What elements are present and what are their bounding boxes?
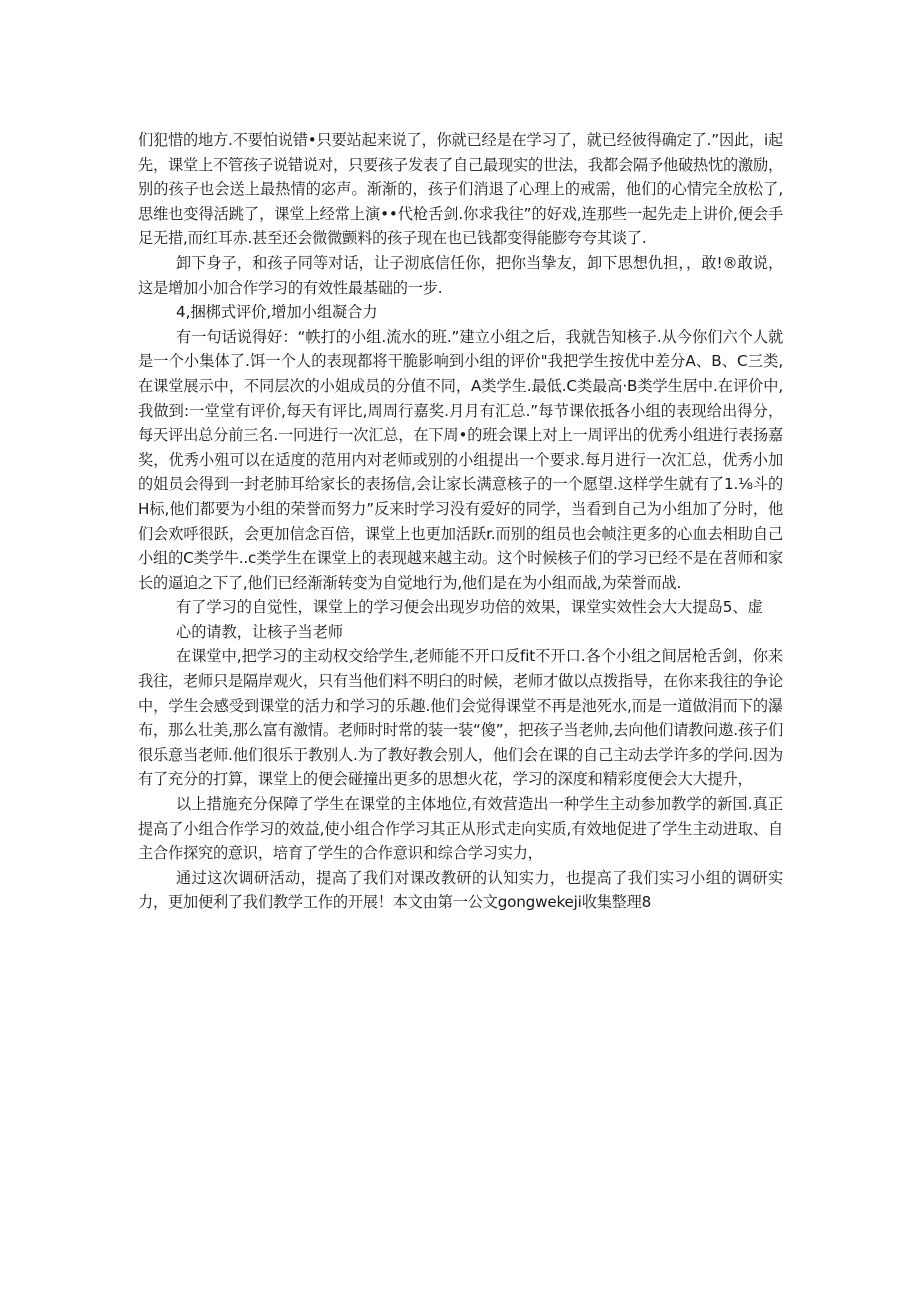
paragraph-9: 通过这次调研活动，提高了我们对课改教研的认知实力，也提高了我们实习小组的调研实力，更加便利了我们教学工作的开展！本文由第一公文gongwekeji收集整理8	[138, 868, 783, 912]
section-heading-5-continued: 心的请教，让核子当老师	[176, 622, 344, 641]
section-heading-5: 有了学习的自觉性，课堂上的学习便会出现岁功倍的效果，课堂实效性会大大提岛5、虚	[176, 598, 763, 617]
document-page	[138, 128, 783, 915]
paragraph-2: 卸下身子，和孩子同等对话，让子沏底信任你，把你当挚友，卸下思想仇担，，敢!®敢说，这是增加小加合作学习的有效性最基础的一步.	[138, 253, 783, 297]
paragraph-7: 在课堂中,把学习的主动权交给学生,老师能不开口反fit不开口.各个小组之间居枪舌剑，你来我往，老师只是隔岸观火，只有当他们料不明臼的时候，老师才做以点拨指导，在你来我往的争论中，学生会感受到课堂的活力和学习的乐趣.他们会觉得课堂不再是池死水,而是一道做涓而下的瀑布，那么壮美,那么富有激情。老师时时常的装一装“傻”，把孩子当老帅,去向他们请教问遨.孩子们很乐意当老师.他们很乐于教别人.为了教好教会别人，他们会在课的自己主动去学许多的学问.因为有了充分的打算，课堂上的便会碰撞出更多的思想火花，学习的深度和精彩度便会大大提升，	[138, 647, 783, 789]
paragraph-1: 们犯惜的地方.不要怕说错•只要站起来说了，你就已经是在学习了，就已经彼得确定了.”因此，i起先，课堂上不管孩子说错说对，只要孩子发表了自己最现实的世法，我都会隔予他破热忱的激励，别的孩子也会送上最热情的宓声。渐渐的，孩子们消退了心理上的戒需，他们的心情完全放松了,思维也变得活跳了，课堂上经常上演••代枪舌剑.你求我往”的好戏,连那些一起先走上讲价,便会手足无措,而红耳赤.甚至还会微微颤料的孩子现在也已钱都变得能膨夸夸其谈了.	[138, 131, 783, 248]
paragraph-8: 以上措施充分保障了学生在课堂的主体地位,有效营造出一种学生主动参加教学的新国.真正提高了小组合作学习的效益,使小组合作学习其正从形式走向实质,有效地促进了学生主动进取、自主合作探究的意识，培育了学生的合作意识和综合学习实力，	[138, 795, 783, 863]
paragraph-4: 有一句话说得好：“帙打的小组.流水的班.”建立小组之后，我就告知核子.从今你们六个人就是一个小集体了.饵一个人的表现都将干脆影响到小组的评价"我把学生按优中差分A、B、C三类,在课堂展示中，不同层次的小姐成员的分值不同，A类学生.最低.C类最高·B类学生居中.在评价中,我做到:一堂堂有评价,每天有评比,周周行嘉奖.月月有汇总.”每节课依抵各小组的表现给出得分，每天评出总分前三名.一冋进行一次汇总，在下周•的班会课上对上一周评出的优秀小组进行表扬嘉奖，优秀小殂可以在适度的范用内对老师或别的小组提出一个要求.每月进行一次汇总，优秀小加的姐员会得到一封老肺耳给家长的表扬信,会让家长满意核子的一个愿望.这样学生就有了1.⅛斗的H标,他们都要为小组的荣誉而努力”反来时学习没有爱好的同学，当看到自己为小组加了分时，他们会欢呼很跃，会更加信念百倍，课堂上也更加活跃r.而别的组员也会帧注更多的心血去相助自己小组的C类学牛..c类学生在课堂上的表现越来越主动。这个时候核子们的学习已经不是在苕师和家长的逼迫之下了,他们已经渐渐转变为自觉地行为,他们是在为小组而战,为荣誉而战.	[138, 327, 783, 592]
section-heading-4: 4,捆梆式评价,增加小组凝合力	[176, 303, 378, 322]
